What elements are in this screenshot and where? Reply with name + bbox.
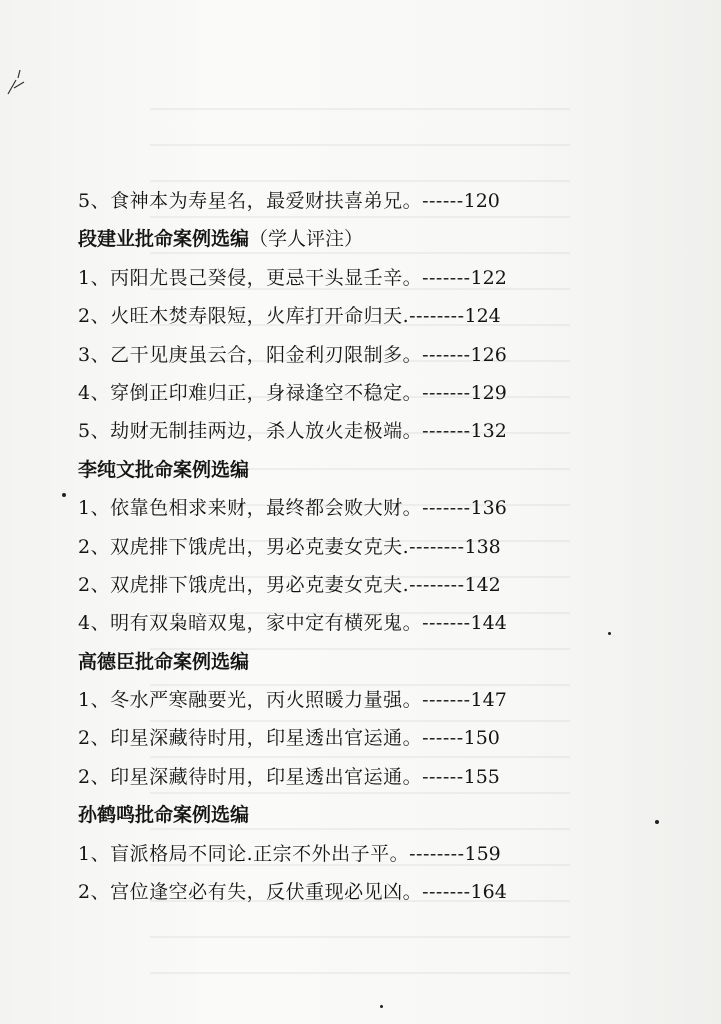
toc-entry (78, 297, 618, 335)
entry-title: 5、劫财无制挂两边，杀人放火走极端。 (78, 420, 423, 443)
entry-title: 1、依靠色相求来财，最终都会败大财。 (78, 497, 423, 520)
toc-entry (78, 374, 618, 412)
entry-title: 4、穿倒正印难归正，身禄逢空不稳定。 (78, 381, 423, 404)
dot-leader: ------- (422, 420, 471, 443)
entry-title: 2、印星深藏待时用，印星透出官运通。 (78, 727, 423, 750)
section-title: 李纯文批命案例选编 (78, 458, 250, 481)
page-number: 144 (470, 612, 507, 635)
dot-leader: -------- (409, 535, 465, 558)
entry-title: 2、双虎排下饿虎出，男必克妻女克夫. (78, 535, 410, 558)
dot-leader: ------- (422, 497, 471, 520)
page-number: 142 (464, 573, 501, 596)
entry-title: 2、双虎排下饿虎出，男必克妻女克夫. (78, 573, 410, 596)
dot-leader: ------- (422, 381, 471, 404)
toc-entry (78, 719, 618, 757)
entry-title: 1、冬水严寒融要光，丙火照暖力量强。 (78, 689, 423, 712)
toc-entry (78, 412, 618, 450)
toc-entry (78, 528, 618, 566)
dot-leader: ------- (422, 343, 471, 366)
entry-title: 3、乙干见庚虽云合，阳金利刃限制多。 (78, 343, 423, 366)
dot-leader: -------- (409, 842, 465, 865)
entry-title: 4、明有双枭暗双鬼，家中定有横死鬼。 (78, 612, 423, 635)
dot-leader: ------ (422, 727, 464, 750)
dot-leader: -------- (409, 305, 465, 328)
dust-speck (380, 1005, 383, 1008)
dot-leader: -------- (409, 573, 465, 596)
page-number: 132 (470, 420, 507, 443)
page-number: 129 (470, 381, 507, 404)
section-heading (78, 643, 618, 681)
page-number: 147 (470, 689, 507, 712)
dust-speck (62, 493, 66, 497)
toc-entry (78, 182, 618, 220)
page-number: 159 (464, 842, 501, 865)
table-of-contents (78, 182, 618, 911)
dust-speck (655, 820, 659, 824)
entry-title: 5、食神本为寿星名，最爱财扶喜弟兄。 (78, 190, 423, 212)
page-number: 124 (464, 305, 501, 328)
toc-entry (78, 259, 618, 297)
page-number: 126 (470, 343, 507, 366)
toc-entry (78, 758, 618, 796)
entry-title: 1、盲派格局不同论.正宗不外出子平。 (78, 842, 410, 865)
entry-title: 2、印星深藏待时用，印星透出官运通。 (78, 765, 423, 788)
page-number: 122 (470, 266, 507, 289)
dot-leader: ------- (422, 881, 471, 904)
section-title: 孙鹤鸣批命案例选编 (78, 804, 250, 827)
dot-leader: ------- (422, 266, 471, 289)
page-number: 136 (470, 497, 507, 520)
toc-entry (78, 835, 618, 873)
dot-leader: ------- (422, 612, 471, 635)
section-title: 段建业批命案例选编 (78, 228, 250, 251)
toc-entry (78, 873, 618, 911)
section-heading (78, 220, 618, 258)
toc-entry (78, 604, 618, 642)
entry-title: 1、丙阳尤畏己癸侵，更忌干头显壬辛。 (78, 266, 423, 289)
page-number: 138 (464, 535, 501, 558)
toc-entry (78, 681, 618, 719)
dust-speck (608, 632, 611, 635)
section-heading (78, 451, 618, 489)
page-number: 120 (463, 190, 500, 212)
page-number: 150 (463, 727, 500, 750)
dot-leader: ------- (422, 689, 471, 712)
section-heading (78, 796, 618, 834)
entry-title: 2、宫位逢空必有失，反伏重现必见凶。 (78, 881, 423, 904)
corner-pen-mark (4, 60, 34, 100)
page-number: 155 (463, 765, 500, 788)
toc-entry (78, 566, 618, 604)
entry-title: 2、火旺木焚寿限短，火库打开命归天. (78, 305, 410, 328)
page-number: 164 (470, 881, 507, 904)
dot-leader: ------ (422, 765, 464, 788)
section-note: （学人评注） (249, 228, 364, 251)
section-title: 高德臣批命案例选编 (78, 650, 250, 673)
toc-entry (78, 489, 618, 527)
dot-leader: ------ (422, 190, 464, 212)
toc-entry (78, 336, 618, 374)
